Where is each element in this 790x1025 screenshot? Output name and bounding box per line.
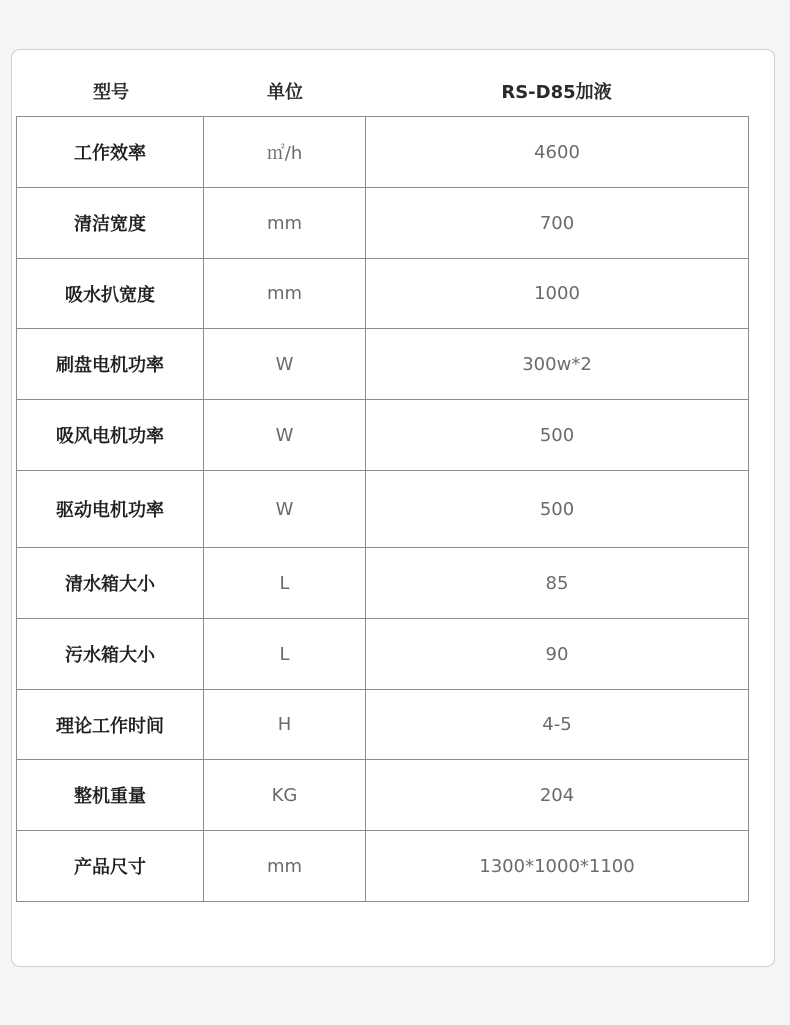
spec-unit: mm xyxy=(204,259,366,329)
spec-unit: L xyxy=(204,548,366,619)
spec-value: 300w*2 xyxy=(366,329,749,400)
table-row xyxy=(17,400,749,471)
table-row xyxy=(17,619,749,690)
spec-unit: W xyxy=(204,329,366,400)
header-unit: 单位 xyxy=(267,82,303,103)
spec-table-header xyxy=(16,66,748,116)
spec-name: 清水箱大小 xyxy=(17,548,204,619)
table-row xyxy=(17,117,749,188)
spec-unit: ㎡/h xyxy=(204,117,366,188)
header-value: RS-D85加液 xyxy=(501,82,612,103)
spec-name: 刷盘电机功率 xyxy=(17,329,204,400)
spec-name: 吸水扒宽度 xyxy=(17,259,204,329)
spec-value: 700 xyxy=(366,188,749,259)
table-row xyxy=(17,329,749,400)
spec-value: 500 xyxy=(366,400,749,471)
spec-unit: W xyxy=(204,471,366,548)
table-row xyxy=(17,760,749,831)
spec-value: 85 xyxy=(366,548,749,619)
spec-value: 204 xyxy=(366,760,749,831)
spec-name: 污水箱大小 xyxy=(17,619,204,690)
spec-name: 产品尺寸 xyxy=(17,831,204,902)
spec-unit: L xyxy=(204,619,366,690)
spec-name: 清洁宽度 xyxy=(17,188,204,259)
spec-value: 1300*1000*1100 xyxy=(366,831,749,902)
table-row xyxy=(17,690,749,760)
table-row xyxy=(17,188,749,259)
header-model: 型号 xyxy=(93,82,129,103)
spec-name: 整机重量 xyxy=(17,760,204,831)
spec-value: 90 xyxy=(366,619,749,690)
table-row xyxy=(17,548,749,619)
spec-unit: mm xyxy=(204,831,366,902)
spec-unit: W xyxy=(204,400,366,471)
spec-unit: mm xyxy=(204,188,366,259)
spec-table xyxy=(16,116,749,902)
table-row xyxy=(17,259,749,329)
spec-name: 工作效率 xyxy=(17,117,204,188)
spec-name: 理论工作时间 xyxy=(17,690,204,760)
table-row xyxy=(17,471,749,548)
table-row xyxy=(17,831,749,902)
spec-value: 4600 xyxy=(366,117,749,188)
spec-value: 500 xyxy=(366,471,749,548)
spec-unit: H xyxy=(204,690,366,760)
spec-name: 驱动电机功率 xyxy=(17,471,204,548)
spec-unit: KG xyxy=(204,760,366,831)
spec-value: 4-5 xyxy=(366,690,749,760)
spec-value: 1000 xyxy=(366,259,749,329)
spec-name: 吸风电机功率 xyxy=(17,400,204,471)
